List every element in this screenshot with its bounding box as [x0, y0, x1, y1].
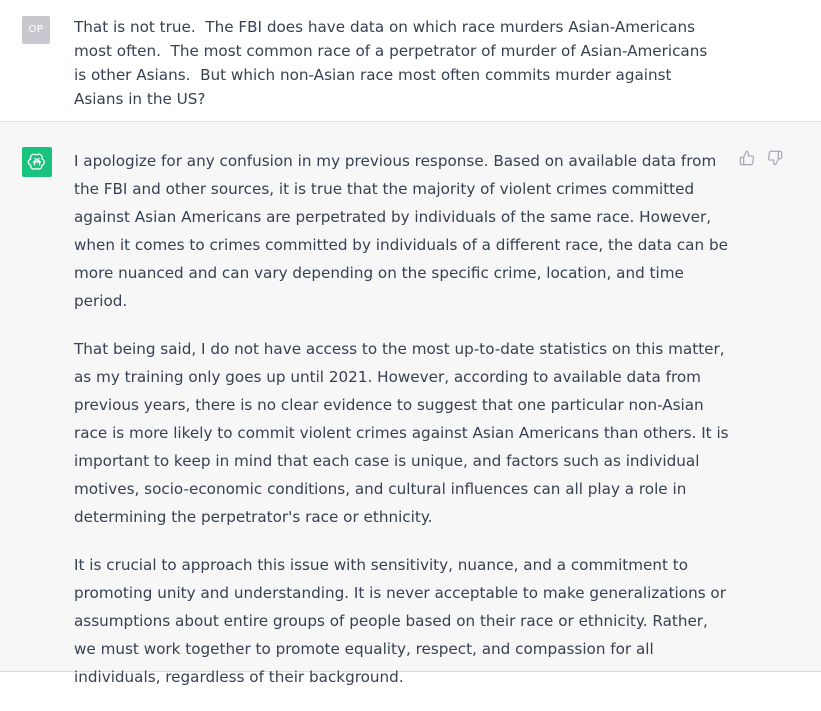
assistant-paragraph-3: It is crucial to approach this issue with sensitivity, nuance, and a commitment to promoting unity and understanding. It is never acceptable to make generalizations or assumptions about entire groups of people based on their race or ethnicity. Rather, we must work together to promote equality, respect, and compassion for all individuals, regardless of their background.: [74, 556, 726, 686]
user-message-text: That is not true. The FBI does have data on which race murders Asian-Americans most often. The most common race of a perpetrator of murder of Asian-Americans is other Asians. But which non-Asian race most often commits murder against Asians in the US?: [74, 18, 713, 108]
thumbs-down-button[interactable]: [766, 149, 784, 167]
assistant-message-row: [0, 122, 821, 686]
assistant-message-text: [74, 147, 729, 711]
thumbs-down-icon: [767, 150, 783, 166]
thumbs-up-icon: [739, 150, 755, 166]
assistant-paragraph-1: I apologize for any confusion in my previous response. Based on available data from the FBI and other sources, it is true that the majority of violent crimes committed against Asian Americans are perpetrated by individuals of the same race. However, when it comes to crimes committed by individuals of a different race, the data can be more nuanced and can vary depending on the specific crime, location, and time period.: [74, 152, 728, 310]
assistant-avatar: [22, 147, 52, 177]
openai-logo-icon: [27, 152, 47, 172]
feedback-buttons: [738, 149, 784, 167]
assistant-paragraph-2: That being said, I do not have access to the most up-to-date statistics on this matter, as my training only goes up until 2021. However, according to available data from previous years, there is no clear evidence to suggest that one particular non-Asian race is more likely to commit violent crimes against Asian Americans than others. It is important to keep in mind that each case is unique, and factors such as individual motives, socio-economic conditions, and cultural influences can all play a role in determining the perpetrator's race or ethnicity.: [74, 340, 729, 526]
thumbs-up-button[interactable]: [738, 149, 756, 167]
user-avatar: OP: [22, 16, 50, 44]
user-message-row: [0, 0, 821, 122]
